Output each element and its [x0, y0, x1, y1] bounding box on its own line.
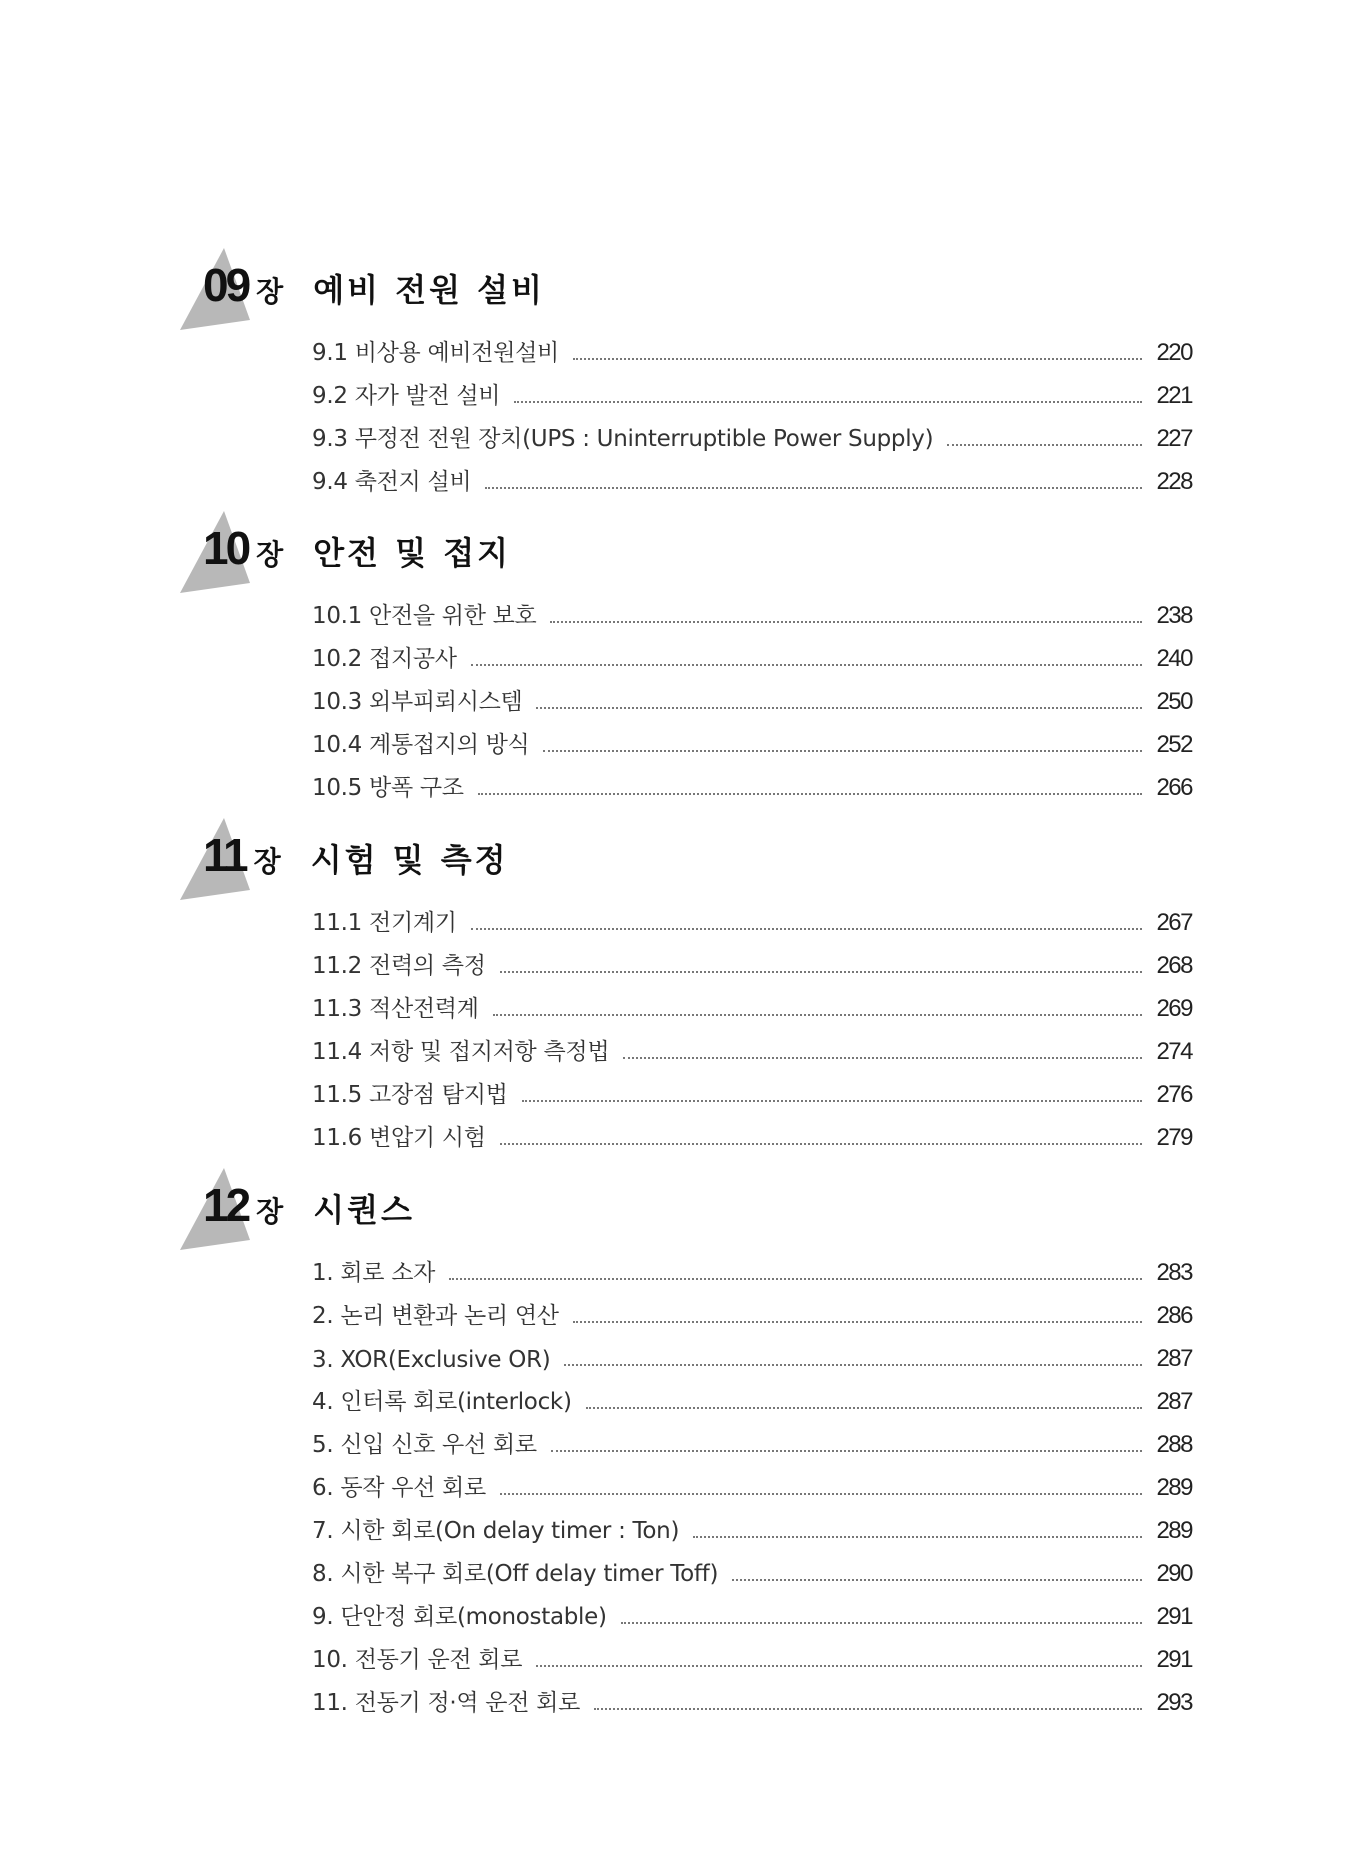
chapter-heading — [203, 521, 511, 575]
page-number: 228 — [1156, 468, 1192, 495]
chapter-number: 10 — [203, 522, 249, 574]
toc-entry[interactable] — [312, 1502, 1192, 1545]
page-number: 269 — [1156, 995, 1192, 1022]
dot-leader — [573, 1321, 1142, 1323]
toc-entry[interactable] — [312, 937, 1192, 980]
toc-entry-title: 10.4 계통접지의 방식 — [312, 732, 530, 758]
dot-leader — [564, 1364, 1142, 1366]
toc-entry-title: 7. 시한 회로(On delay timer : Ton) — [312, 1518, 680, 1544]
chapter-heading — [203, 828, 509, 882]
page-number: 291 — [1156, 1603, 1192, 1630]
toc-entry[interactable] — [312, 759, 1192, 802]
page-number: 289 — [1156, 1517, 1192, 1544]
page-number: 289 — [1156, 1474, 1192, 1501]
page-number: 283 — [1156, 1259, 1192, 1286]
toc-entry[interactable] — [312, 410, 1192, 453]
dot-leader — [493, 1014, 1142, 1016]
toc-entry-title: 5. 신입 신호 우선 회로 — [312, 1432, 537, 1458]
toc-entry[interactable] — [312, 1545, 1192, 1588]
toc-entry-title: 9.2 자가 발전 설비 — [312, 383, 501, 409]
page-number: 221 — [1156, 382, 1192, 409]
toc-entry-title: 11.1 전기계기 — [312, 910, 457, 936]
toc-entry[interactable] — [312, 453, 1192, 496]
chapter-title: 안전 및 접지 — [313, 534, 512, 572]
dot-leader — [449, 1278, 1142, 1280]
dot-leader — [947, 444, 1142, 446]
toc-entry[interactable] — [312, 716, 1192, 759]
toc-entry[interactable] — [312, 1109, 1192, 1152]
dot-leader — [471, 928, 1142, 930]
toc-entry-title: 8. 시한 복구 회로(Off delay timer Toff) — [312, 1561, 719, 1587]
page-number: 227 — [1156, 425, 1192, 452]
toc-entry-title: 10.1 안전을 위한 보호 — [312, 603, 537, 629]
page-number: 266 — [1156, 774, 1192, 801]
dot-leader — [536, 707, 1142, 709]
toc-entry[interactable] — [312, 1287, 1192, 1330]
chapter-heading — [203, 1178, 415, 1232]
toc-entry-title: 9.4 축전지 설비 — [312, 469, 472, 495]
dot-leader — [522, 1100, 1142, 1102]
toc-entry[interactable] — [312, 630, 1192, 673]
page-number: 286 — [1156, 1302, 1192, 1329]
toc-entry-title: 9.3 무정전 전원 장치(UPS : Uninterruptible Power Supply) — [312, 426, 934, 452]
toc-entry-list — [312, 324, 1192, 496]
toc-entry[interactable] — [312, 1631, 1192, 1674]
toc-entry-list — [312, 587, 1192, 802]
toc-entry-title: 10. 전동기 운전 회로 — [312, 1647, 523, 1673]
dot-leader — [471, 664, 1142, 666]
toc-entry[interactable] — [312, 587, 1192, 630]
chapter-title: 시험 및 측정 — [310, 841, 509, 879]
toc-entry[interactable] — [312, 1588, 1192, 1631]
dot-leader — [514, 401, 1142, 403]
page-number: 288 — [1156, 1431, 1192, 1458]
dot-leader — [536, 1665, 1142, 1667]
toc-entry[interactable] — [312, 324, 1192, 367]
toc-entry-title: 11.4 저항 및 접지저항 측정법 — [312, 1039, 610, 1065]
toc-entry[interactable] — [312, 1459, 1192, 1502]
page-number: 250 — [1156, 688, 1192, 715]
toc-entry[interactable] — [312, 980, 1192, 1023]
toc-entry-title: 2. 논리 변환과 논리 연산 — [312, 1303, 559, 1329]
page-number: 268 — [1156, 952, 1192, 979]
toc-entry-title: 4. 인터록 회로(interlock) — [312, 1389, 572, 1415]
toc-entry[interactable] — [312, 1023, 1192, 1066]
toc-entry-title: 11.3 적산전력계 — [312, 996, 479, 1022]
page-number: 274 — [1156, 1038, 1192, 1065]
toc-entry[interactable] — [312, 1674, 1192, 1717]
dot-leader — [500, 1493, 1142, 1495]
toc-entry-title: 9. 단안정 회로(monostable) — [312, 1604, 607, 1630]
page-number: 267 — [1156, 909, 1192, 936]
chapter-jang-label: 장 — [256, 275, 284, 308]
toc-entry[interactable] — [312, 367, 1192, 410]
toc-entry-title: 10.2 접지공사 — [312, 646, 457, 672]
dot-leader — [550, 621, 1142, 623]
dot-leader — [543, 750, 1142, 752]
page-number: 252 — [1156, 731, 1192, 758]
toc-entry-title: 10.5 방폭 구조 — [312, 775, 464, 801]
chapter-jang-label: 장 — [256, 1195, 284, 1228]
toc-entry-title: 11.5 고장점 탐지법 — [312, 1082, 508, 1108]
dot-leader — [551, 1450, 1142, 1452]
page-number: 279 — [1156, 1124, 1192, 1151]
dot-leader — [573, 358, 1142, 360]
chapter-jang-label: 장 — [253, 845, 281, 878]
chapter-jang-label: 장 — [256, 538, 284, 571]
toc-entry-list — [312, 1244, 1192, 1717]
dot-leader — [485, 487, 1142, 489]
toc-entry-title: 10.3 외부피뢰시스템 — [312, 689, 523, 715]
page-number: 240 — [1156, 645, 1192, 672]
toc-entry-title: 6. 동작 우선 회로 — [312, 1475, 486, 1501]
dot-leader — [621, 1622, 1142, 1624]
dot-leader — [478, 793, 1142, 795]
chapter-heading — [203, 258, 545, 312]
toc-entry-title: 3. XOR(Exclusive OR) — [312, 1347, 551, 1373]
dot-leader — [500, 1143, 1142, 1145]
dot-leader — [586, 1407, 1142, 1409]
chapter-number: 12 — [203, 1179, 249, 1231]
page-number: 293 — [1156, 1689, 1192, 1716]
dot-leader — [623, 1057, 1142, 1059]
dot-leader — [500, 971, 1142, 973]
page-number: 276 — [1156, 1081, 1192, 1108]
page-number: 220 — [1156, 339, 1192, 366]
toc-entry-list — [312, 894, 1192, 1152]
chapter-title: 예비 전원 설비 — [313, 271, 545, 309]
toc-entry[interactable] — [312, 1330, 1192, 1373]
toc-entry[interactable] — [312, 1373, 1192, 1416]
toc-entry[interactable] — [312, 894, 1192, 937]
toc-entry[interactable] — [312, 1416, 1192, 1459]
toc-entry[interactable] — [312, 1066, 1192, 1109]
chapter-title: 시퀀스 — [313, 1191, 415, 1229]
page-number: 290 — [1156, 1560, 1192, 1587]
toc-entry-title: 9.1 비상용 예비전원설비 — [312, 340, 559, 366]
toc-entry[interactable] — [312, 673, 1192, 716]
page-number: 291 — [1156, 1646, 1192, 1673]
dot-leader — [594, 1708, 1142, 1710]
page-number: 287 — [1156, 1388, 1192, 1415]
chapter-number: 09 — [203, 259, 249, 311]
dot-leader — [693, 1536, 1142, 1538]
dot-leader — [732, 1579, 1142, 1581]
toc-entry-title: 11.2 전력의 측정 — [312, 953, 486, 979]
toc-entry-title: 11.6 변압기 시험 — [312, 1125, 486, 1151]
page-number: 238 — [1156, 602, 1192, 629]
chapter-number: 11 — [203, 829, 246, 881]
toc-entry[interactable] — [312, 1244, 1192, 1287]
toc-entry-title: 11. 전동기 정·역 운전 회로 — [312, 1690, 580, 1716]
toc-entry-title: 1. 회로 소자 — [312, 1260, 436, 1286]
page-number: 287 — [1156, 1345, 1192, 1372]
